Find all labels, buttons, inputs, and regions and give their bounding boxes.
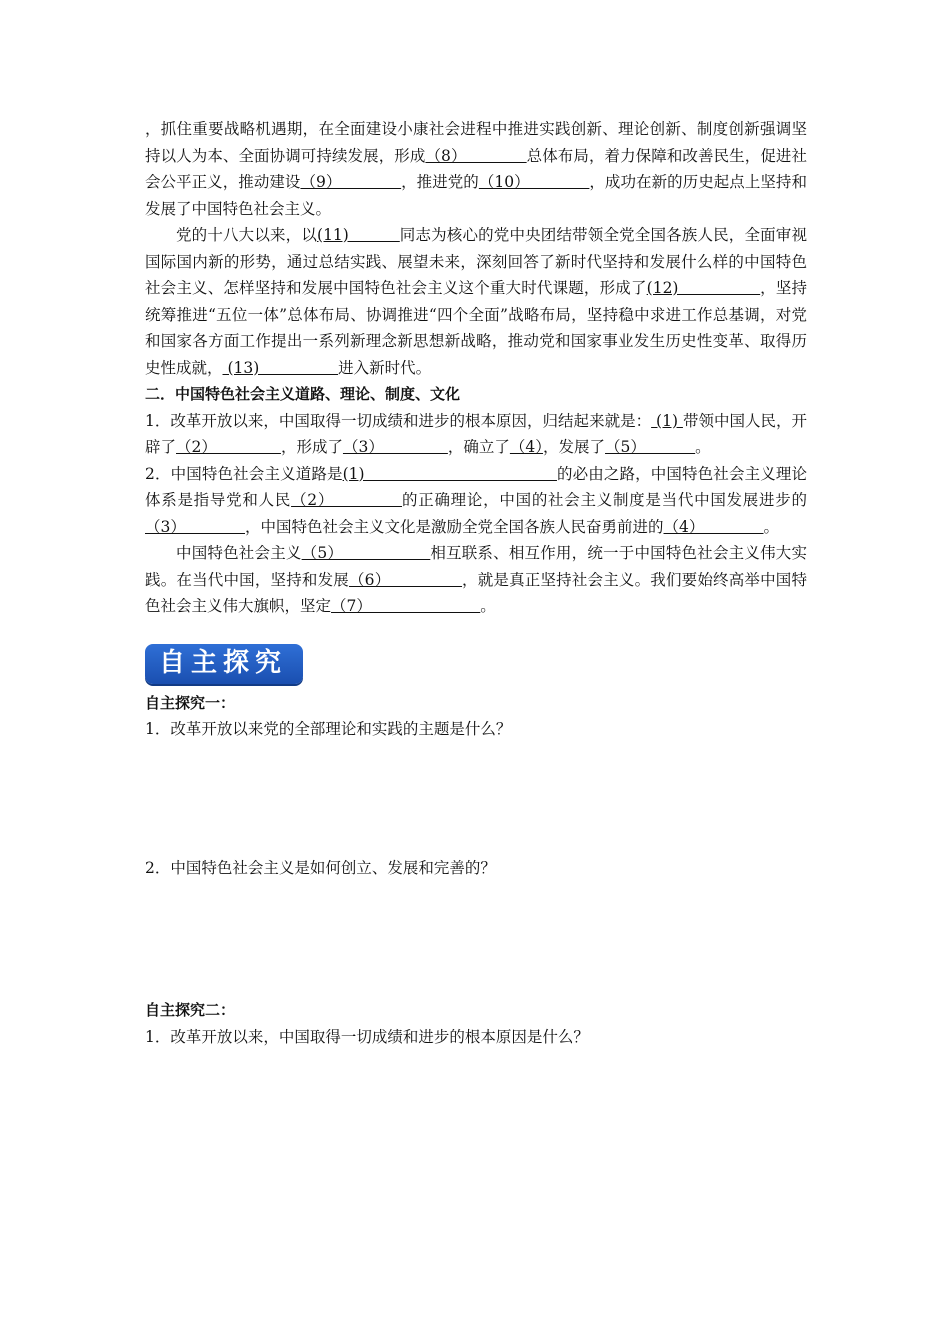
blank-12: (12) [646,279,761,297]
blank-10: （10） [478,173,590,191]
blank-s2q2-1: (1) [342,464,557,483]
intro-paragraph-1: ，抓住重要战略机遇期，在全面建设小康社会进程中推进实践创新、理论创新、制度创新强调坚持以人为本、全面协调可持续发展，形成（8） 总体布局，着力保障和改善民生，促进社会公平正义，推动建设（9） ，推进党的（10） ，成功在新的历史起点上坚持和发展了中国特色社会主义。 [145,120,807,218]
blank-s2q2-2: （2） [291,491,402,509]
blank-11: (11) [317,226,400,244]
blank-s2q1-4: （4） [509,438,544,456]
blank-9: （9） [300,173,402,191]
section-2-question-2: 2．中国特色社会主义道路是(1) 的必由之路，中国特色社会主义理论体系是指导党和人民（2） 的正确理论，中国的社会主义制度是当代中国发展进步的（3） ，中国特色社会主义文化是激励全党全国各族人民奋勇前进的（4） 。 [145,464,807,536]
blank-s2p3-7: （7） [331,597,481,615]
section-2-question-1: 1．改革开放以来，中国取得一切成绩和进步的根本原因，归结起来就是： (1) 带领中国人民，开辟了（2） ，形成了（3） ，确立了（4），发展了（5） 。 [145,411,807,456]
worksheet-page [145,116,807,1050]
explore-2-heading: 自主探究二： [145,1001,236,1019]
blank-8: （8） [425,146,527,165]
blank-s2p3-6: （6） [348,570,463,589]
section-2-paragraph-3: 中国特色社会主义（5） 相互联系、相互作用，统一于中国特色社会主义伟大实践。在当代中国，坚持和发展（6） ，就是真正坚持社会主义。我们要始终高举中国特色社会主义伟大旗帜，坚定（7） 。 [145,544,807,615]
intro-paragraph-2: 党的十八大以来，以(11) 同志为核心的党中央团结带领全党全国各族人民，全面审视国际国内新的形势，通过总结实践、展望未来，深刻回答了新时代坚持和发展什么样的中国特色社会主义、怎样坚持和发展中国特色社会主义这个重大时代课题，形成了(12) ，坚持统筹推进“五位一体”总体布局、协调推进“四个全面”战略布局，坚持稳中求进工作总基调，对党和国家各方面工作提出一系列新理念新思想新战略，推动党和国家事业发生历史性变革、取得历史性成就， (13) 进入新时代。 [145,226,807,377]
blank-13: (13) [222,358,339,377]
blank-s2p3-5: （5） [301,544,431,562]
blank-s2q1-2: （2） [176,438,281,456]
explore-1-heading: 自主探究一： [145,693,236,712]
blank-s2q2-3: （3） [145,517,245,536]
blank-s2q1-3: （3） [342,438,448,456]
answer-space [145,743,807,855]
answer-space [145,881,807,997]
self-study-banner: 自主探究 [145,644,303,684]
explore-1-question-1: 1．改革开放以来党的全部理论和实践的主题是什么？ [145,720,512,738]
blank-s2q1-1: (1) [651,411,683,430]
explore-1-question-2: 2．中国特色社会主义是如何创立、发展和完善的？ [145,858,496,877]
section-2-heading: 二．中国特色社会主义道路、理论、制度、文化 [145,385,461,403]
blank-s2q2-4: （4） [663,517,764,536]
explore-2-question-1: 1．改革开放以来，中国取得一切成绩和进步的根本原因是什么？ [145,1027,589,1046]
blank-s2q1-5: （5） [605,438,696,456]
